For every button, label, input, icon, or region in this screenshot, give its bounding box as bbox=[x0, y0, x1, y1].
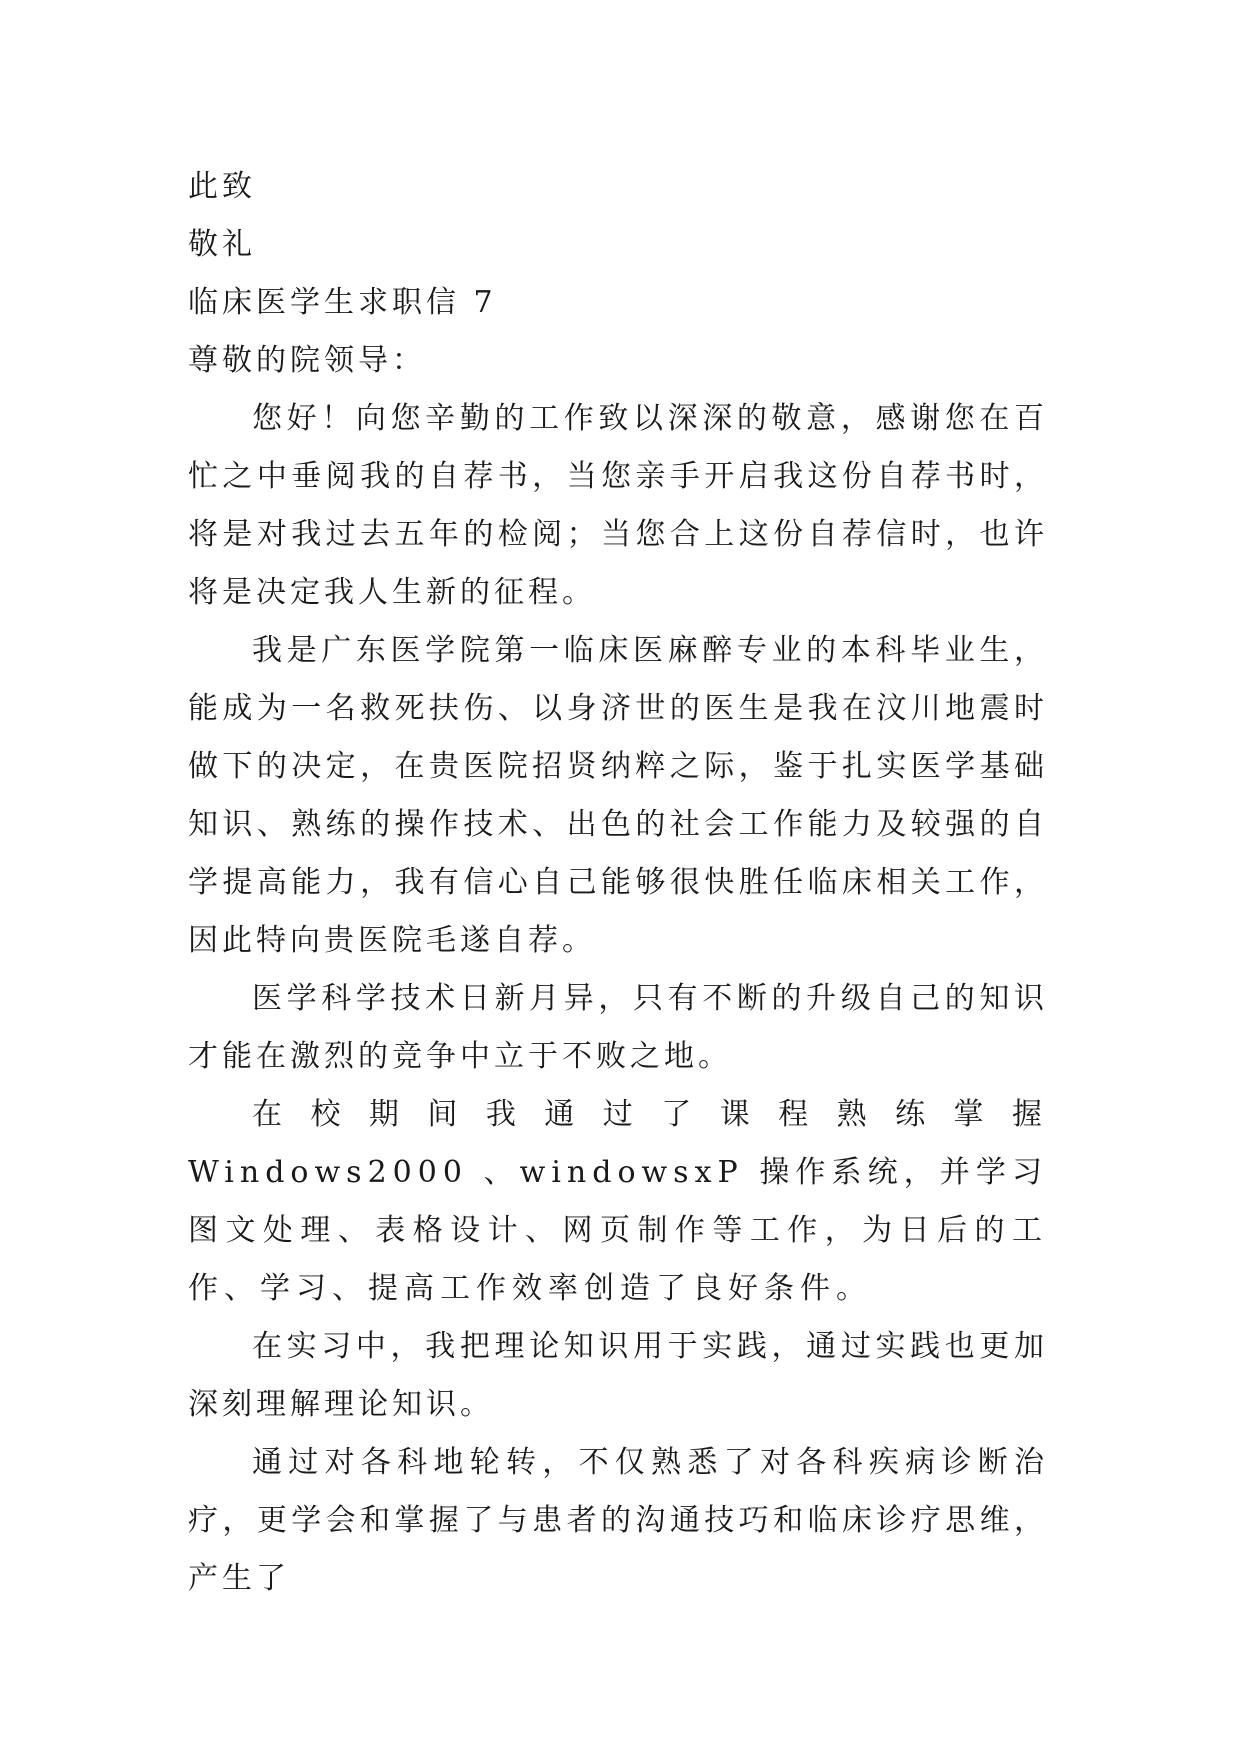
document-body bbox=[188, 158, 1048, 1608]
salutation: 尊敬的院领导： bbox=[188, 343, 426, 378]
closing-line-1: 此致 bbox=[188, 169, 256, 204]
paragraph-rotation: 通过对各科地轮转，不仅熟悉了对各科疾病诊断治疗，更学会和掌握了与患者的沟通技巧和临床诊疗思维，产生了 bbox=[188, 1445, 1048, 1596]
paragraph-learning: 医学科学技术日新月异，只有不断的升级自己的知识才能在激烈的竞争中立于不败之地。 bbox=[188, 981, 1048, 1074]
letter-title: 临床医学生求职信 7 bbox=[188, 285, 497, 320]
paragraph-greeting: 您好！向您辛勤的工作致以深深的敬意，感谢您在百忙之中垂阅我的自荐书，当您亲手开启我这份自荐书时，将是对我过去五年的检阅；当您合上这份自荐信时，也许将是决定我人生新的征程。 bbox=[188, 401, 1048, 610]
paragraph-introduction: 我是广东医学院第一临床医麻醉专业的本科毕业生，能成为一名救死扶伤、以身济世的医生是我在汶川地震时做下的决定，在贵医院招贤纳粹之际，鉴于扎实医学基础知识、熟练的操作技术、出色的社会工作能力及较强的自学提高能力，我有信心自己能够很快胜任临床相关工作，因此特向贵医院毛遂自荐。 bbox=[188, 633, 1048, 958]
paragraph-internship: 在实习中，我把理论知识用于实践，通过实践也更加深刻理解理论知识。 bbox=[188, 1329, 1048, 1422]
paragraph-computer-skills: 在校期间我通过了课程熟练掌握 Windows2000 、windowsxP 操作系统，并学习图文处理、表格设计、网页制作等工作，为日后的工作、学习、提高工作效率创造了良好条件。 bbox=[188, 1097, 1048, 1306]
closing-line-2: 敬礼 bbox=[188, 227, 256, 262]
